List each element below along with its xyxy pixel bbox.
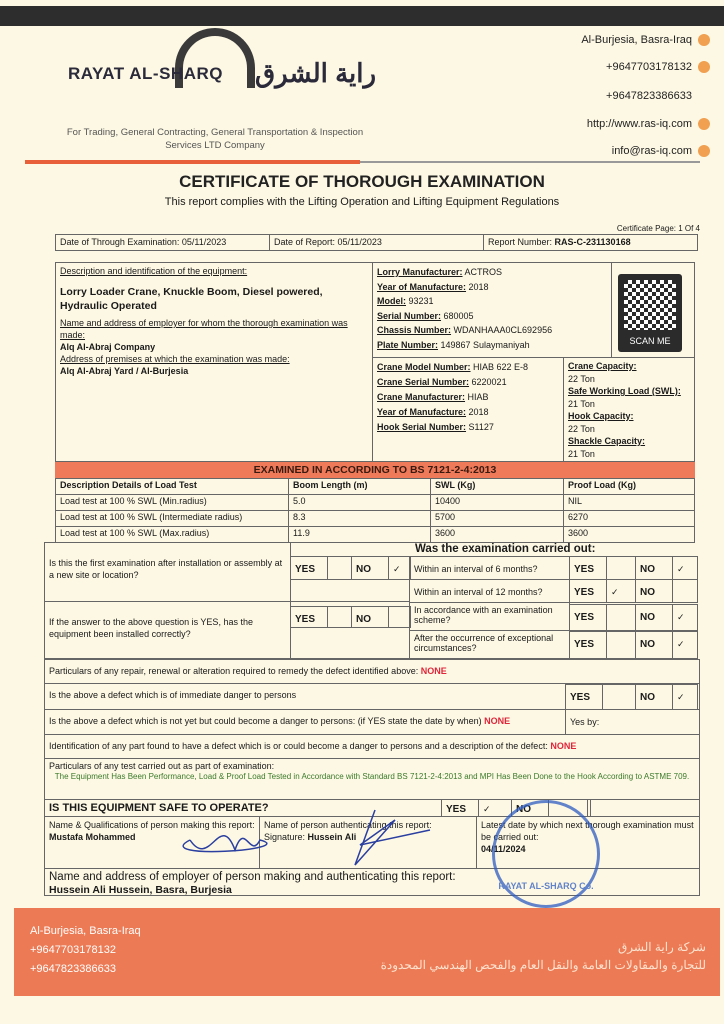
blank bbox=[290, 579, 410, 602]
report-number: Report Number: RAS-C-231130168 bbox=[483, 234, 698, 251]
yes-label: YES bbox=[569, 604, 607, 631]
table-cell: Load test at 100 % SWL (Min.radius) bbox=[55, 494, 289, 511]
table-cell: 6270 bbox=[563, 510, 695, 527]
carried-out-heading: Was the examination carried out: bbox=[415, 543, 596, 555]
field: Year of Manufacture: 2018 bbox=[377, 407, 489, 417]
installed-no-checkbox[interactable] bbox=[388, 606, 411, 628]
q-6-months: Within an interval of 6 months? bbox=[409, 556, 570, 580]
scan-me-label: SCAN ME bbox=[629, 336, 671, 346]
safe-yes-checkbox[interactable]: ✓ bbox=[478, 799, 512, 817]
lorry-info bbox=[372, 262, 612, 358]
q-12-months: Within an interval of 12 months? bbox=[409, 579, 570, 603]
field: Crane Model Number: HIAB 622 E-8 bbox=[377, 362, 529, 372]
logo-english: RAYAT AL-SHARQ bbox=[68, 64, 223, 83]
field: Crane Capacity: 22 Ton bbox=[568, 361, 637, 384]
company-stamp: RAYAT AL-SHARQ Co. bbox=[492, 800, 600, 908]
twelve-months-yes-checkbox[interactable]: ✓ bbox=[606, 579, 636, 603]
first-exam-yes-checkbox[interactable] bbox=[327, 556, 352, 580]
no-label: NO bbox=[351, 606, 389, 628]
footer-contacts: Al-Burjesia, Basra-Iraq +9647703178132 +9647823386633 bbox=[30, 925, 141, 975]
no-label: NO bbox=[635, 604, 673, 631]
field: Shackle Capacity: 21 Ton bbox=[568, 436, 646, 459]
yes-by: Yes by: bbox=[565, 709, 700, 735]
signatures bbox=[150, 800, 450, 870]
q-installed: If the answer to the above question is YES, has the equipment been installed correctly? bbox=[44, 601, 291, 659]
table-cell: 5.0 bbox=[288, 494, 431, 511]
table-cell: 8.3 bbox=[288, 510, 431, 527]
twelve-months-no-checkbox[interactable] bbox=[672, 579, 698, 603]
label: Description and identification of the equipment: bbox=[60, 266, 248, 276]
field: Safe Working Load (SWL): 21 Ton bbox=[568, 386, 681, 409]
label: Address of premises at which the examination was made: bbox=[60, 354, 290, 364]
contact-phone2: +9647823386633 bbox=[606, 90, 692, 102]
tagline: For Trading, General Contracting, General Transportation & Inspection Services LTD Company bbox=[66, 127, 364, 151]
field: Hook Serial Number: S1127 bbox=[377, 422, 494, 432]
six-months-no-checkbox[interactable]: ✓ bbox=[672, 556, 698, 580]
location-icon bbox=[698, 34, 710, 46]
field: Model: 93231 bbox=[377, 296, 434, 306]
crane-info bbox=[372, 357, 564, 462]
six-months-yes-checkbox[interactable] bbox=[606, 556, 636, 580]
safe-question: IS THIS EQUIPMENT SAFE TO OPERATE? bbox=[44, 799, 442, 817]
repair-row: Particulars of any repair, renewal or alteration required to remedy the defect identified above: NONE bbox=[44, 659, 700, 684]
first-exam-no-checkbox[interactable]: ✓ bbox=[388, 556, 411, 580]
table-cell: Load test at 100 % SWL (Max.radius) bbox=[55, 526, 289, 543]
no-label: NO bbox=[511, 799, 549, 817]
defect-identification-row: Identification of any part found to have a defect which is or could become a danger to persons and a description of the defect: NONE bbox=[44, 734, 700, 759]
label: Name and address of employer for whom the thorough examination was made: bbox=[60, 318, 348, 340]
exam-date: Date of Through Examination: 05/11/2023 bbox=[55, 234, 270, 251]
table-cell: 3600 bbox=[430, 526, 564, 543]
equipment-info bbox=[55, 262, 373, 462]
footer-arabic: شركة راية الشرق للتجارة والمقاولات العامة والنقل العام والفحص الهندسي المحدودة bbox=[380, 940, 706, 972]
standard-banner: EXAMINED IN ACCORDING TO BS 7121-2-4:2013 bbox=[55, 462, 695, 478]
field: Hook Capacity: 22 Ton bbox=[568, 411, 634, 434]
scheme-yes-checkbox[interactable] bbox=[606, 604, 636, 631]
equipment-description: Lorry Loader Crane, Knuckle Boom, Diesel powered, Hydraulic Operated bbox=[60, 286, 323, 312]
immediate-danger-row: Is the above a defect which is of immediate danger to persons bbox=[44, 683, 700, 710]
immediate-danger-no-checkbox[interactable]: ✓ bbox=[672, 684, 698, 710]
divider bbox=[360, 161, 700, 163]
table-cell: NIL bbox=[563, 494, 695, 511]
phone-icon bbox=[698, 61, 710, 73]
yes-label: YES bbox=[569, 579, 607, 603]
table-header: Proof Load (Kg) bbox=[563, 478, 695, 495]
field: Lorry Manufacturer: ACTROS bbox=[377, 267, 503, 277]
logo-arabic: راية الشرق bbox=[255, 58, 377, 88]
field: Year of Manufacture: 2018 bbox=[377, 281, 489, 292]
no-label: NO bbox=[635, 631, 673, 659]
table-cell: 3600 bbox=[563, 526, 695, 543]
table-cell: 11.9 bbox=[288, 526, 431, 543]
globe-icon bbox=[698, 118, 710, 130]
no-label: NO bbox=[635, 579, 673, 603]
employer: Alq Al-Abraj Company bbox=[60, 342, 156, 352]
premises: Alq Al-Abraj Yard / Al-Burjesia bbox=[60, 366, 189, 376]
yes-label: YES bbox=[290, 606, 328, 628]
q-exceptional: After the occurrence of exceptional circumstances? bbox=[409, 630, 570, 659]
footer bbox=[14, 908, 720, 996]
field: Chassis Number: WDANHAAA0CL692956 bbox=[377, 325, 553, 335]
certificate-title: CERTIFICATE OF THOROUGH EXAMINATION bbox=[179, 172, 545, 191]
yes-label: YES bbox=[569, 556, 607, 580]
yes-label: YES bbox=[290, 556, 328, 580]
exceptional-no-checkbox[interactable]: ✓ bbox=[672, 631, 698, 659]
contact-website[interactable]: http://www.ras-iq.com bbox=[587, 118, 710, 130]
contact-address: Al-Burjesia, Basra-Iraq bbox=[581, 34, 710, 46]
table-header: Description Details of Load Test bbox=[55, 478, 289, 495]
table-header: SWL (Kg) bbox=[430, 478, 564, 495]
yes-label: YES bbox=[569, 631, 607, 659]
table-header: Boom Length (m) bbox=[288, 478, 431, 495]
contact-phone1: +9647703178132 bbox=[606, 61, 710, 73]
authenticator: Name of person authenticating this report: Signature: Hussein Ali bbox=[259, 816, 477, 869]
table-cell: Load test at 100 % SWL (Intermediate radius) bbox=[55, 510, 289, 527]
contact-email[interactable]: info@ras-iq.com bbox=[612, 145, 710, 157]
table-cell: 5700 bbox=[430, 510, 564, 527]
q-scheme: In accordance with an examination scheme? bbox=[409, 602, 570, 631]
capacity-info bbox=[563, 357, 695, 462]
table-cell: 10400 bbox=[430, 494, 564, 511]
next-exam-date: Latest date by which next thorough examination must be carried out: 04/11/2024 bbox=[476, 816, 700, 869]
yes-label: YES bbox=[565, 684, 603, 710]
employer-row: Name and address of employer of person making and authenticating this report: Hussein Ali Hussein, Basra, Burjesia bbox=[44, 868, 700, 896]
certificate-page: Certificate Page: 1 Of 4 bbox=[616, 224, 700, 233]
future-danger-row: Is the above a defect which is not yet but could become a danger to persons: (if YES state the date by when) NONE bbox=[44, 709, 566, 735]
tests-row: Particulars of any test carried out as part of examination: The Equipment Has Been Performance, Load & Proof Load Tested in Accordance with Standard BS 7121-2-4:2013 and MPI Has Been Done to the Hook According to ASTME 709. bbox=[44, 758, 700, 800]
field: Crane Serial Number: 6220021 bbox=[377, 377, 507, 387]
blank bbox=[590, 799, 700, 817]
exceptional-yes-checkbox[interactable] bbox=[606, 631, 636, 659]
blank bbox=[290, 627, 410, 659]
yes-label: YES bbox=[441, 799, 479, 817]
report-date: Date of Report: 05/11/2023 bbox=[269, 234, 484, 251]
installed-yes-checkbox[interactable] bbox=[327, 606, 352, 628]
maker: Name & Qualifications of person making this report: Mustafa Mohammed bbox=[44, 816, 260, 869]
field: Serial Number: 680005 bbox=[377, 310, 474, 321]
no-label: NO bbox=[351, 556, 389, 580]
q-first-exam: Is this the first examination after installation or assembly at a new site or location? bbox=[44, 542, 291, 602]
email-icon bbox=[698, 145, 710, 157]
no-label: NO bbox=[635, 684, 673, 710]
divider bbox=[25, 160, 360, 164]
qr-code[interactable] bbox=[618, 274, 682, 352]
scheme-no-checkbox[interactable]: ✓ bbox=[672, 604, 698, 631]
top-bar bbox=[0, 6, 724, 26]
field: Crane Manufacturer: HIAB bbox=[377, 392, 489, 402]
certificate-subtitle: This report complies with the Lifting Operation and Lifting Equipment Regulations bbox=[164, 196, 560, 208]
no-label: NO bbox=[635, 556, 673, 580]
field: Plate Number: 149867 Sulaymaniyah bbox=[377, 339, 530, 350]
